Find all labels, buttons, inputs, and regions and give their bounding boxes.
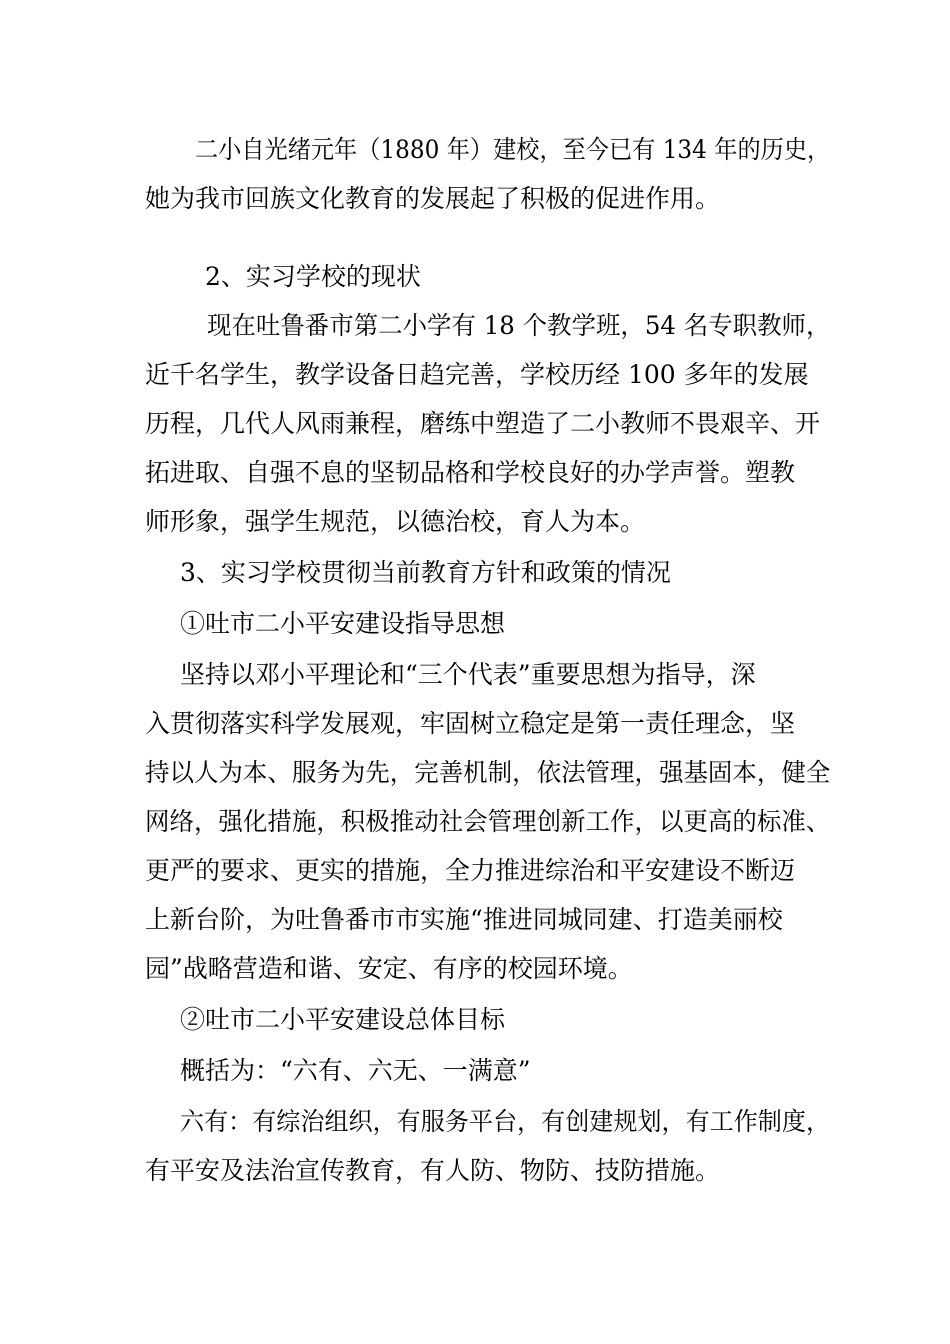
paragraph-six-haves-line-1: 六有：有综治组织，有服务平台，有创建规划，有工作制度， [180,1107,831,1136]
subheading-guiding-thought: ①吐市二小平安建设指导思想 [180,609,506,638]
paragraph-status-line-5: 师形象，强学生规范，以德治校，育人为本。 [145,507,646,536]
paragraph-guiding-line-1: 坚持以邓小平理论和“三个代表”重要思想为指导，深 [180,660,756,689]
paragraph-status-line-1: 现在吐鲁番市第二小学有 18 个教学班，54 名专职教师， [207,311,831,340]
paragraph-history-line-1: 二小自光绪元年（1880 年）建校，至今已有 134 年的历史， [195,135,831,164]
paragraph-status-line-4: 拓进取、自强不息的坚韧品格和学校良好的办学声誉。塑教 [145,458,796,487]
paragraph-guiding-line-4: 网络，强化措施，积极推动社会管理创新工作，以更高的标准、 [145,807,831,836]
paragraph-history-line-2: 她为我市回族文化教育的发展起了积极的促进作用。 [145,184,721,213]
paragraph-guiding-line-5: 更严的要求、更实的措施，全力推进综治和平安建设不断迈 [145,856,796,885]
paragraph-guiding-line-6: 上新台阶，为吐鲁番市市实施“推进同城同建、打造美丽校 [145,905,783,934]
paragraph-guiding-line-3: 持以人为本、服务为先，完善机制，依法管理，强基固本，健全 [145,758,831,787]
section-heading-current-status: 2、实习学校的现状 [205,262,421,291]
paragraph-status-line-2: 近千名学生，教学设备日趋完善，学校历经 100 多年的发展 [145,360,809,389]
subheading-overall-goal: ②吐市二小平安建设总体目标 [180,1005,506,1034]
paragraph-status-line-3: 历程，几代人风雨兼程，磨练中塑造了二小教师不畏艰辛、开 [145,409,821,438]
paragraph-guiding-line-7: 园”战略营造和谐、安定、有序的校园环境。 [145,954,633,983]
section-heading-policy: 3、实习学校贯彻当前教育方针和政策的情况 [180,558,671,587]
paragraph-six-haves-line-2: 有平安及法治宣传教育，有人防、物防、技防措施。 [145,1156,721,1185]
paragraph-summary: 概括为：“六有、六无、一满意” [180,1056,531,1085]
paragraph-guiding-line-2: 入贯彻落实科学发展观，牢固树立稳定是第一责任理念，坚 [145,709,796,738]
